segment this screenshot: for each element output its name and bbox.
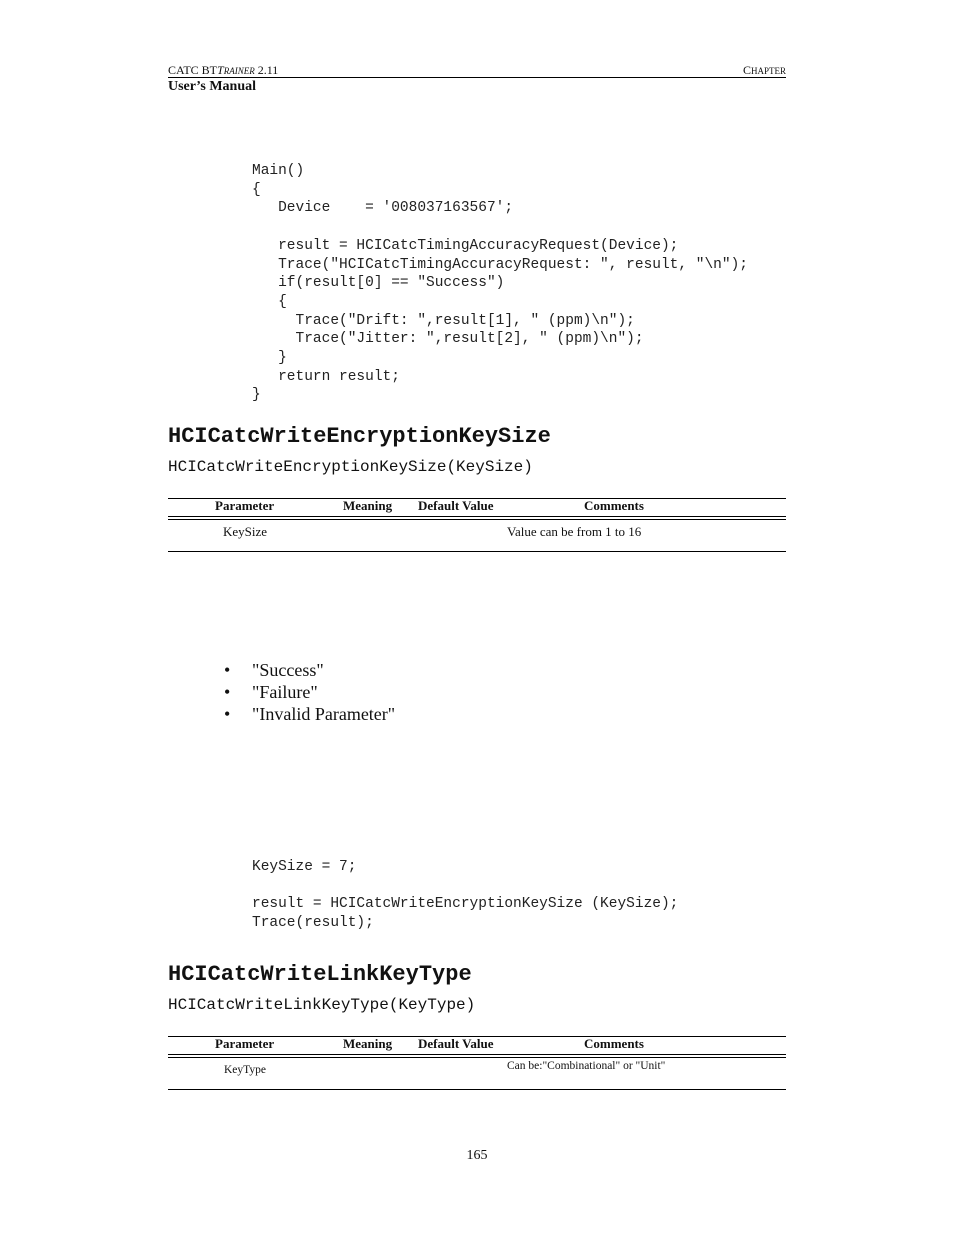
table-header-default-value: Default Value [418, 1036, 494, 1051]
parameter-table-encryption-key-size [168, 498, 786, 554]
table-header-default-value: Default Value [418, 498, 494, 513]
list-item: • "Success" [224, 660, 324, 680]
code-example-timing-accuracy: Main() { Device = '008037163567'; result = HCICatcTimingAccuracyRequest(Device); Trace("HCICatcTimingAccuracyRequest: ", result, "\n"); if(result[0] == "Success") { Trace("Drift: ",result[1], " (ppm)\n"); Trace("Jitter: ",result[2], " (ppm)\n"); } return result; } [252, 163, 748, 404]
running-header-chapter: CHAPTER [742, 63, 786, 77]
bullet-icon: • [224, 660, 231, 680]
bullet-icon: • [224, 682, 231, 702]
table-cell-comments: Can be:"Combinational" or "Unit" [507, 1060, 666, 1072]
running-header-subtitle: User’s Manual [168, 79, 257, 94]
table-cell-parameter: KeyType [224, 1064, 266, 1076]
table-header-meaning: Meaning [343, 498, 393, 513]
parameter-table-link-key-type [168, 1036, 786, 1092]
table-header-rule [168, 1054, 786, 1055]
header-rule [168, 77, 786, 78]
section-title-write-encryption-key-size: HCICatcWriteEncryptionKeySize [168, 424, 551, 449]
page-number: 165 [466, 1148, 488, 1163]
table-header-meaning: Meaning [343, 1036, 393, 1051]
function-signature-write-link-key-type: HCICatcWriteLinkKeyType(KeyType) [168, 996, 476, 1014]
table-header-comments: Comments [584, 1036, 644, 1051]
bullet-icon: • [224, 704, 231, 724]
table-header-rule [168, 516, 786, 517]
table-header-rule-2 [168, 519, 786, 520]
return-values-list [224, 659, 395, 725]
function-signature-write-encryption-key-size: HCICatcWriteEncryptionKeySize(KeySize) [168, 458, 533, 476]
table-header-parameter: Parameter [215, 498, 275, 513]
table-header-parameter: Parameter [215, 1036, 275, 1051]
list-item: • "Invalid Parameter" [224, 704, 396, 724]
code-example-write-encryption-key-size: KeySize = 7; result = HCICatcWriteEncryptionKeySize (KeySize); Trace(result); [252, 859, 679, 932]
list-item: • "Failure" [224, 682, 318, 702]
table-header-comments: Comments [584, 498, 644, 513]
running-header-title: CATC BTTRAINER 2.11 [168, 63, 279, 77]
table-cell-parameter: KeySize [223, 524, 268, 539]
table-bottom-rule [168, 1089, 786, 1090]
table-header-rule-2 [168, 1057, 786, 1058]
table-bottom-rule [168, 551, 786, 552]
table-cell-comments: Value can be from 1 to 16 [507, 524, 642, 539]
section-title-write-link-key-type: HCICatcWriteLinkKeyType [168, 962, 472, 987]
